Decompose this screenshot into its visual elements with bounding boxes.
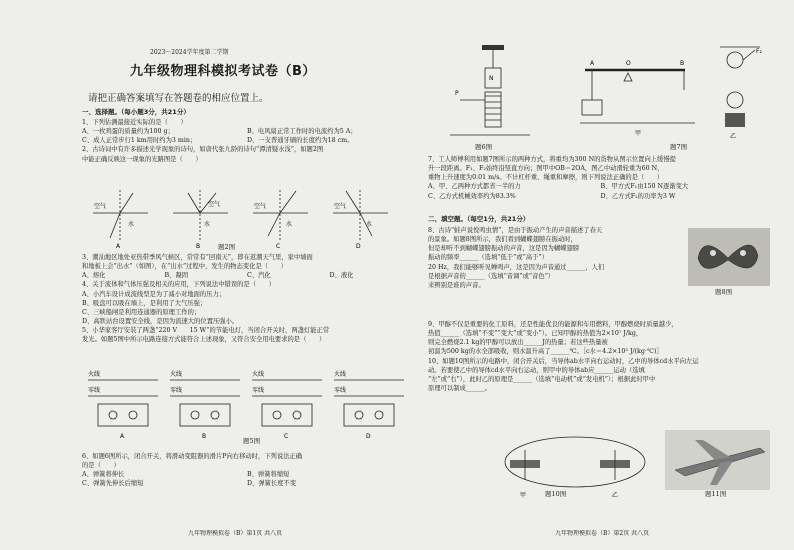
q6-line1: 6、如题6图所示，闭合开关，将滑动变阻器的滑片P向右移动时，下列说法正确 [82, 453, 303, 460]
fig10-jia: 甲 [520, 492, 527, 499]
svg-text:B: B [680, 60, 685, 67]
q8-line7: 来辨别是谁的声音。 [428, 281, 485, 289]
question-6 [82, 452, 412, 489]
q1-option-d: D、一支普通牙刷的长度约为18 cm。 [247, 137, 354, 145]
circuit-d [334, 370, 404, 440]
section1-heading: 一、选择题。（每小题3分，共21分） [82, 108, 190, 116]
q9-line1: 9、甲醇不仅是重要的化工原料，还是性能优良的能源和车用燃料，甲醇燃烧时质量越少， [428, 321, 678, 328]
svg-text:零线: 零线 [252, 387, 265, 394]
school-year: 2023～2024学年度第二学期 [150, 49, 229, 56]
q3-line2: 和地板上会“出水”（如图），在“出水”过程中，发生的物态变化是（ ） [82, 263, 287, 271]
q7-line1: 7、工人师傅利用如题7图所示的两种方式，将重均为300 N的货物从图示位置向上缓慢提 [428, 156, 676, 163]
q10-line4: 原理可以制成______。 [428, 384, 491, 392]
fig6-electromagnet [440, 40, 540, 140]
q8-line5: 20 Hz，我们能够听见蝉鸣声，这是因为声音通过______，人们 [428, 263, 605, 271]
q2-line2: 中能正确反映这一现象的光路图是（ ） [82, 155, 202, 163]
q4-option-b: B、吸盘可以吸在墙上，是利用了大气压强； [82, 299, 207, 307]
q7-line2: 升一段距离。F₁、F₂始终沿竖直方向；图甲中OB＝2OA，图乙中动滑轮重为60 N， [428, 165, 664, 173]
fig6-caption: 题6图 [475, 143, 493, 151]
q6-line2: 的是（ ） [82, 462, 120, 470]
fig8-butterfly-photo [688, 228, 770, 286]
circuit-c [252, 370, 322, 440]
svg-text:D: D [366, 433, 371, 440]
q7-option-b: B、甲方式F₁由150 N逐渐变大 [600, 183, 689, 191]
svg-text:A: A [590, 60, 595, 67]
svg-text:B: B [196, 243, 201, 248]
q4-option-a: A、小汽车设计成流线型是为了减小对地面的压力； [82, 290, 226, 298]
left-column [78, 0, 413, 550]
fig11-caption: 题11图 [705, 490, 727, 498]
water-label: 水 [128, 221, 135, 228]
svg-text:N: N [489, 75, 494, 82]
question-3-4-5 [82, 253, 412, 344]
q3-line1: 3、潮汕地区地处亚热带季风气候区，常常有“回南天”，即在返潮天气里，家中墙面 [82, 254, 313, 261]
q10-line2: 动。若要使乙中的导体cd水平向右运动，则甲中的导体ab应______运动（选填 [428, 366, 645, 374]
svg-text:零线: 零线 [334, 387, 347, 394]
q7-line3: 重物上升速度为0.01 m/s。不计杠杆重、绳重和摩擦，则下列说法正确的是（ ） [428, 174, 664, 182]
q8-line6: 是根据声音的______（选填“音调”或“音色”） [428, 272, 555, 280]
q8-line4: 振动的频率______（选填“低于”或“高于”） [428, 254, 548, 262]
q8-line1: 8、古诗“蛙声说悦鸣虫情”，是由于振动产生的声音描述了春天 [428, 227, 603, 234]
svg-text:F₂: F₂ [756, 48, 762, 55]
q1-option-b: B、电风扇正常工作时的电流约为5 A； [247, 128, 357, 136]
fig7-yi: 乙 [730, 133, 737, 140]
svg-text:空气: 空气 [208, 201, 221, 208]
q4-option-c: C、三峡船闸是利用连通器的原理工作的； [82, 308, 201, 316]
svg-text:零线: 零线 [170, 387, 183, 394]
diagram-b [173, 190, 228, 248]
fig10-caption: 题10图 [545, 490, 567, 498]
q5-circuit-diagrams [88, 370, 408, 442]
fig11-airplane-photo [665, 430, 770, 490]
right-column [420, 0, 775, 550]
circuit-a [88, 370, 158, 440]
q7-option-d: D、乙方式F₂的功率为3 W [600, 192, 676, 200]
svg-text:空气: 空气 [334, 203, 347, 210]
section2-heading: 二、填空题。（每空1分，共21分） [428, 215, 530, 223]
q3-option-c: C、汽化 [247, 272, 271, 280]
svg-text:D: D [356, 243, 361, 248]
fig8-caption: 题8图 [715, 288, 733, 296]
footer-right: 九年物理模拟卷（B）第2页 共八页 [555, 530, 650, 537]
svg-text:C: C [276, 243, 281, 248]
q9-line4: 初温为500 kg的水全部吸收，则水温升高了______℃。［c水＝4.2×10³ J/(kg·℃)］ [428, 348, 663, 356]
q3-option-d: D、液化 [329, 272, 354, 280]
q6-option-c: C、弹簧先伸长后缩短 [82, 480, 144, 488]
page-title: 九年级物理科模拟考试卷（B） [130, 64, 316, 79]
svg-text:水: 水 [286, 221, 293, 228]
q6-option-b: B、弹簧将缩短 [247, 471, 290, 479]
svg-text:火线: 火线 [334, 371, 347, 378]
svg-text:火线: 火线 [88, 371, 101, 378]
q2-light-path-diagrams [88, 188, 398, 248]
q8-line2: 的景象。如题8图所示，我们看到蝴蝶翅膀在振动时， [428, 236, 577, 244]
instruction: 请把正确答案填写在答题卷的相应位置上。 [88, 93, 269, 104]
q3-option-b: B、凝固 [164, 272, 189, 280]
svg-text:A: A [120, 433, 125, 440]
q1-option-a: A、一枚鸡蛋的质量约为100 g； [82, 128, 174, 136]
q5-line1: 5、小华家客厅安装了两盏“220 V 15 W”的节能电灯，当闭合开关时，两盏灯能正常 [82, 327, 330, 334]
diagram-d [333, 190, 388, 248]
svg-text:零线: 零线 [88, 387, 101, 394]
svg-text:C: C [284, 433, 289, 440]
circuit-b [170, 370, 240, 440]
q4-option-d: D、高铁站台设置安全线，是因为流速大的位置压强小。 [82, 317, 239, 325]
svg-text:B: B [202, 433, 207, 440]
fig2-caption: 题2图 [218, 243, 236, 251]
q1-option-c: C、成人正常步行1 km用时约为3 min； [82, 137, 197, 145]
question-8 [428, 226, 683, 290]
svg-text:O: O [626, 60, 631, 67]
q9-line3: 则完全燃烧2.1 kg的甲醇可以放出______J的热量；若这些热量被 [428, 339, 608, 347]
svg-text:火线: 火线 [170, 371, 183, 378]
q8-line3: 但是却听不到蝴蝶翅膀振动的声音，这是因为蝴蝶翅膀 [428, 245, 580, 253]
question-9-10 [428, 320, 773, 393]
q1-stem: 1、下列估测最接近实际的是（ ） [82, 119, 187, 126]
q7-option-a: A、甲、乙两种方式都省一半的力 [428, 183, 521, 191]
svg-text:火线: 火线 [252, 371, 265, 378]
fig10-two-circuits [500, 432, 650, 502]
question-7 [428, 155, 773, 201]
diagram-c [253, 190, 308, 248]
fig5-caption: 题5图 [243, 437, 261, 445]
q10-line3: “左”或“右”），此时乙的原理是______（选填“电动机”或“发电机”）；根据此时甲中 [428, 375, 656, 383]
svg-text:P: P [455, 90, 459, 97]
footer-left: 九年物理模拟卷（B）第1页 共八页 [188, 530, 283, 537]
fig7-jia: 甲 [635, 130, 642, 137]
fig10-yi: 乙 [612, 492, 619, 499]
diagram-a [93, 190, 148, 248]
q6-option-a: A、弹簧将伸长 [82, 471, 125, 479]
q4-stem: 4、关于流体和气体压强及相关的应用，下列说法中错误的是（ ） [82, 281, 275, 289]
svg-text:水: 水 [366, 221, 373, 228]
q5-line2: 发光。如题5图中所示电路连接方式能符合上述现象，又符合安全用电要求的是（ ） [82, 336, 326, 344]
fig7-caption: 题7图 [670, 143, 688, 151]
q3-option-a: A、熔化 [82, 272, 106, 280]
q10-line1: 10、如题10图所示的电路中，闭合开关后，当导体ab水平向右运动时，乙中的导体cd水平向左运 [428, 357, 699, 365]
svg-text:A: A [116, 243, 121, 248]
q9-line2: 热值______（选填“不变”“变大”或“变小”）。已知甲醇的热值为2×10⁷ J/kg， [428, 330, 643, 338]
q2-line1: 2、古诗词中有许多描述光学现象的诗句，如唐代张九龄的诗句“潭清疑水浅”，如题2图 [82, 146, 324, 154]
fig7-lever-pulley [580, 45, 770, 140]
question-1 [82, 118, 412, 164]
q7-option-c: C、乙方式机械效率约为83.3% [428, 192, 516, 200]
svg-text:空气: 空气 [254, 203, 267, 210]
air-label: 空气 [94, 203, 107, 210]
q6-option-d: D、弹簧长度不变 [247, 480, 297, 488]
svg-text:水: 水 [204, 221, 211, 228]
